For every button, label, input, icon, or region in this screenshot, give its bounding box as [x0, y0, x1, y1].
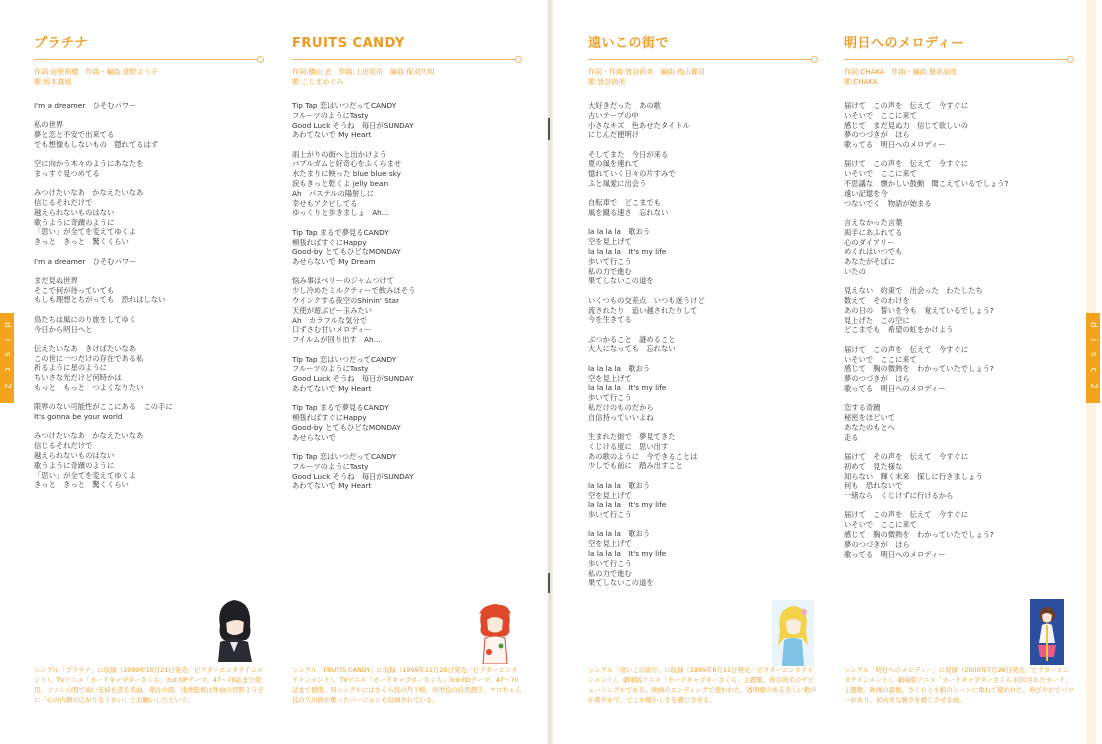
lyric-line: 大好きだった あの歌	[588, 101, 661, 110]
lyric-line: 歌ってる 明日へのメロディー	[844, 549, 946, 559]
song-column-platina	[34, 36, 264, 500]
lyric-stanza	[292, 276, 522, 345]
lyric-stanza	[588, 432, 818, 471]
lyric-line: 空を見上げて	[588, 237, 632, 247]
lyric-line: 心のダイアリー	[844, 237, 895, 247]
song-credits	[588, 67, 818, 87]
lyric-line: 伝えたいなあ きけばたいなあ	[34, 343, 137, 353]
lyric-line: Ah カラフルな気分で	[292, 315, 367, 325]
lyric-line: I'm a dreamer ひそむパワー	[34, 256, 137, 266]
disc-tab-left	[0, 313, 14, 403]
lyric-line: あわてないで My Heart	[292, 383, 372, 393]
lyric-stanza	[292, 403, 522, 442]
lyric-line: この世に一つだけの存在である私	[34, 353, 144, 363]
gutter-staple-top	[548, 118, 550, 140]
page-gutter	[546, 0, 554, 744]
lyric-line: 遠い記憶を今	[844, 188, 888, 198]
lyric-line: 空に向かう木々のようにあなたを	[34, 159, 144, 169]
song-caption: シングル「FRUITS CANDY」に収録（1999年11月20日発売／ビクターエンタテインメント）。TVアニメ「カードキャプターさくら」3rd EDテーマ。47〜70話まで使用。同シングルにはさくら役の丹下桜、知世役の岩男潤子、ケロちゃん役の久川綾が歌ったバージョンも収録されている。	[292, 666, 522, 704]
lyric-line: Good-by とてもひどなMONDAY	[292, 247, 401, 257]
lyric-line: 頬張ればすぐにHappy	[292, 237, 367, 247]
lyric-line: 空を見上げて	[588, 539, 632, 549]
lyric-line: でも想像もしないもの 隠れてるはず	[34, 139, 159, 149]
song-credits	[34, 67, 264, 87]
lyric-line: It's gonna be your world	[34, 412, 123, 422]
lyric-stanza	[292, 101, 522, 140]
lyric-stanza	[34, 101, 264, 111]
lyric-line: ちいさな光だけど何時かは	[34, 373, 122, 383]
lyric-line: どこまでも 希望の虹をかけよう	[844, 325, 954, 335]
lyric-line: ウインクする夜空のShinin' Star	[292, 296, 400, 306]
lyric-line: la la la la It's my life	[588, 548, 667, 558]
lyric-line: 小さなキズ 色あせたタイトル	[588, 120, 690, 130]
lyric-line: I'm a dreamer ひそむパワー	[34, 101, 137, 110]
lyric-line: 越えられないものはない	[34, 207, 115, 217]
lyric-line: あわてないで My Heart	[292, 130, 372, 140]
credit-line: 歌:皆谷尚美	[588, 78, 626, 86]
lyric-stanza	[844, 159, 1074, 208]
lyric-line: Tip Tap 恋はいつだってCANDY	[292, 354, 397, 364]
lyric-line: きっと きっと 驚くくらい	[34, 237, 129, 247]
credit-line: 歌:こじまめぐみ	[292, 78, 344, 86]
lyric-line: la la la la 歌おう	[588, 480, 651, 490]
gutter-staple-bottom	[548, 573, 550, 593]
lyric-line: Good Luck そうね 毎日がSUNDAY	[292, 471, 414, 481]
lyric-stanza	[34, 276, 264, 305]
lyric-stanza	[588, 198, 818, 218]
lyrics	[844, 101, 1074, 559]
credit-line: 作詞・作曲:皆谷尚美 編曲:鳥山雄司	[588, 68, 705, 76]
lyric-line: 悩み事はベリーのジャムつけて	[292, 276, 395, 286]
lyric-stanza	[588, 364, 818, 423]
lyric-line: 古いテープの中	[588, 110, 639, 120]
lyric-line: 流されたり 追い越されたりして	[588, 305, 698, 315]
lyric-line: あの歌のように 今できることは	[588, 451, 698, 461]
lyric-line: 「思い」が全てを変えてゆくよ	[34, 227, 137, 237]
lyric-stanza	[588, 481, 818, 520]
song-caption: シングル「明日へのメロディー」に収録（2000年7月26日発売／ビクターエンタテインメント）。劇場版アニメ「カードキャプターさくら 封印されたカード」主題歌。映画の最後、さくらと小狼のシーンに重ねて使われた。伸びやかでパワーがあり、初向きな強さを感じさせる曲。	[844, 666, 1074, 704]
lyric-line: 頬張ればすぐにHappy	[292, 413, 367, 423]
title-rule	[34, 55, 264, 63]
song-title: 遠いこの街で	[588, 36, 670, 51]
lyric-line: みつけたいなあ かなえたいなあ	[34, 188, 144, 198]
lyric-line: あなたのもとへ	[844, 422, 895, 432]
lyric-line: 水たまりに映った blue blue sky	[292, 169, 401, 179]
lyric-line: 天使が遊ぶビー玉みたい	[292, 305, 372, 315]
lyric-line: 涙もきっと乾くよ jelly bean	[292, 179, 389, 189]
lyric-line: そこで何が待っていても	[34, 285, 115, 295]
song-title: FRUITS CANDY	[292, 36, 405, 51]
lyric-line: 見えない 約束で 出会った わたしたち	[844, 286, 983, 296]
lyric-line: にじんだ便明け	[588, 130, 640, 140]
lyric-stanza	[34, 344, 264, 393]
credit-line: 作詞:横山 武 作曲:上田晃司 編曲:保刈久明	[292, 68, 435, 76]
lyric-line: 届けて この声を 伝えて 今すぐに	[844, 101, 969, 110]
lyric-stanza	[844, 452, 1074, 501]
lyric-line: フルーツのようにTasty	[292, 110, 369, 120]
lyric-line: フルーツのようにTasty	[292, 364, 369, 374]
lyric-stanza	[292, 355, 522, 394]
lyric-line: 鳥たちは風にのり旅をしてゆく	[34, 314, 137, 324]
lyric-line: 歩いて行こう	[588, 256, 632, 266]
lyric-line: いそいで ここに来て	[844, 169, 917, 179]
lyric-line: フルーツのようにTasty	[292, 461, 369, 471]
lyric-line: 何も 恐れないで	[844, 481, 903, 491]
lyric-line: あわてないで My Heart	[292, 481, 372, 491]
lyric-line: 知らない 輝く未来 探しに行きましょう	[844, 471, 983, 481]
lyric-stanza	[588, 296, 818, 325]
lyric-stanza	[844, 286, 1074, 335]
lyrics	[292, 101, 522, 491]
lyric-line: 両手にあふれてる	[844, 227, 903, 237]
lyric-line: 一緒なら くじけずに行けるから	[844, 491, 954, 501]
lyric-line: la la la la It's my life	[588, 500, 667, 510]
lyric-stanza	[844, 510, 1074, 559]
lyric-line: 私の力で進む	[588, 568, 632, 578]
lyric-stanza	[34, 402, 264, 422]
lyric-stanza	[34, 159, 264, 179]
lyric-line: la la la la It's my life	[588, 247, 667, 257]
lyric-line: 届けて この声を 伝えて 今すぐに	[844, 510, 969, 520]
lyric-stanza	[844, 345, 1074, 394]
lyric-line: あせらないで My Dream	[292, 257, 376, 267]
lyrics	[34, 101, 264, 490]
lyric-line: あせらないで	[292, 432, 336, 442]
lyric-line: Ah パステルの陽射しに	[292, 188, 375, 198]
lyric-line: 雨上がりの街へと出かけよう	[292, 149, 387, 159]
lyric-line: Good Luck そうね 毎日がSUNDAY	[292, 374, 414, 384]
lyric-line: いそいで ここに来て	[844, 110, 917, 120]
lyric-line: 今を生きてる	[588, 315, 632, 325]
lyric-line: la la la la 歌おう	[588, 227, 651, 237]
lyric-line: 越えられないものはない	[34, 451, 115, 461]
song-column-tooi-kono-machi-de	[588, 36, 818, 598]
lyric-line: la la la la It's my life	[588, 383, 667, 393]
lyric-line: la la la la 歌おう	[588, 363, 651, 373]
lyric-line: 空を見上げて	[588, 490, 632, 500]
lyric-line: フイルムが回り出す Ah…	[292, 335, 381, 345]
lyric-line: 歌うように奇蹟のように	[34, 217, 115, 227]
lyric-line: 夏の風を連れて	[588, 159, 640, 169]
lyric-line: 生まれた街で 夢見てきた	[588, 432, 676, 442]
lyric-line: 数えて そのわけを	[844, 296, 910, 306]
song-column-ashita-e-no-melody	[844, 36, 1074, 569]
lyric-line: 限界のない可能性がここにある この手に	[34, 402, 173, 412]
lyric-line: 不思議な 懐かしい鼓動 聞こえているでしょう?	[844, 179, 1009, 189]
lyric-stanza	[34, 120, 264, 149]
lyric-line: きっと きっと 驚くくらい	[34, 480, 129, 490]
disc-tab-label: d i s c 2	[1088, 322, 1098, 394]
lyric-line: つないでく 物語が始まる	[844, 198, 932, 208]
lyric-line: 私だけのものだから	[588, 402, 654, 412]
red-haired-character-illustration	[475, 600, 515, 664]
lyric-line: Good-by とてもひどなMONDAY	[292, 422, 401, 432]
lyric-stanza	[588, 227, 818, 286]
dark-haired-character-illustration	[212, 596, 256, 662]
lyric-line: 歩いて行こう	[588, 558, 632, 568]
lyric-stanza	[34, 431, 264, 490]
lyric-stanza	[844, 403, 1074, 442]
lyric-stanza	[34, 315, 264, 335]
lyric-line: 憶れていく日々の片すみで	[588, 169, 676, 179]
lyric-line: そしてまた 今日が来る	[588, 149, 669, 159]
lyric-line: 見上げた この空に	[844, 315, 910, 325]
lyric-line: いくつもの交差点 いつも迷うけど	[588, 295, 705, 305]
lyric-line: あの日の 誓いを今も 覚えているでしょう?	[844, 305, 994, 315]
lyric-line: 私の世界	[34, 120, 64, 130]
lyric-line: まだ見ぬ世界	[34, 275, 78, 285]
lyric-line: 風を蹴る速さ 忘れない	[588, 208, 669, 218]
lyric-stanza	[34, 257, 264, 267]
lyric-line: 少し冷めたミルクティーで飲みほそう	[292, 286, 416, 296]
credit-line: 歌:CHAKA	[844, 78, 878, 86]
lyric-line: 果てしないこの道を	[588, 578, 654, 588]
blonde-character-illustration	[772, 600, 814, 666]
lyric-line: 空を見上げて	[588, 373, 632, 383]
lyric-line: Good Luck そうね 毎日がSUNDAY	[292, 120, 414, 130]
lyric-line: 夢と恋と不安で出来てる	[34, 130, 115, 140]
lyric-line: 感じて 胸の微熱を わかっていたでしょう?	[844, 364, 994, 374]
lyric-line: 信じるそれだけで	[34, 198, 93, 208]
lyric-line: みつけたいなあ かなえたいなあ	[34, 431, 144, 441]
lyric-stanza	[588, 101, 818, 140]
credit-line: 作詞:岩里祐穂 作曲・編曲:菅野よう子	[34, 68, 158, 76]
lyric-line: ふと風愛に出会う	[588, 179, 647, 189]
lyric-line: くじける度に 思い出す	[588, 441, 669, 451]
lyric-stanza	[292, 228, 522, 267]
lyric-line: la la la la 歌おう	[588, 529, 651, 539]
lyric-line: 歩いて行こう	[588, 510, 632, 520]
song-caption: シングル「プラチナ」に収録（1999年10月21日発売／ビクターエンタテインメント）。TVアニメ「カードキャプターさくら」3rd OPテーマ。47〜70話まで使用。ファンの間で高い支持を誇る名曲。発注の際、浅香監督は作曲の菅野よう子に「心の内側の広がりを下さい」とお願いしたという。	[34, 666, 264, 704]
song-column-fruits-candy	[292, 36, 522, 501]
lyric-line: まっすぐ見つめてる	[34, 168, 100, 178]
lyric-line: 自転車で どこまでも	[588, 198, 661, 208]
lyric-stanza	[292, 452, 522, 491]
lyric-line: 口ずさむ甘いメロディー	[292, 325, 372, 335]
lyric-line: 祈るように星のように	[34, 363, 107, 373]
lyric-line: バブルガムと好奇心をふくらませ	[292, 159, 402, 169]
lyric-stanza	[588, 529, 818, 588]
lyric-line: 大人になっても 忘れない	[588, 344, 676, 354]
lyric-stanza	[588, 335, 818, 355]
lyric-line: 秘密をほどいて	[844, 413, 896, 423]
credit-line: 歌:坂本真綾	[34, 78, 72, 86]
lyric-line: めくれはいつでも	[844, 247, 903, 257]
song-title: 明日へのメロディー	[844, 36, 965, 51]
lyric-line: 届けて その声を 伝えて 今すぐに	[844, 451, 969, 461]
lyric-line: もっと もっと つよくなりたい	[34, 383, 144, 393]
disc-tab-right	[1086, 313, 1100, 403]
lyric-line: Tip Tap 恋はいつだってCANDY	[292, 101, 397, 110]
sakura-character-illustration	[1030, 599, 1064, 665]
lyric-line: 走る	[844, 432, 859, 442]
lyric-line: あなたがそばに	[844, 257, 896, 267]
lyric-stanza	[588, 150, 818, 189]
lyric-line: Tip Tap 恋はいつだってCANDY	[292, 451, 397, 461]
lyric-line: 自信持っていいよね	[588, 412, 654, 422]
disc-tab-label: d i s c 2	[2, 322, 12, 394]
title-rule	[292, 55, 522, 63]
lyric-stanza	[844, 218, 1074, 277]
lyric-line: 夢のつづきが ほら	[844, 374, 910, 384]
song-title: プラチナ	[34, 36, 89, 51]
lyric-line: 届けて この声を 伝えて 今すぐに	[844, 344, 969, 354]
lyric-line: 届けて この声を 伝えて 今すぐに	[844, 159, 969, 169]
lyric-line: 夢のつづきが ほら	[844, 539, 910, 549]
lyric-line: ぶつかること 謎めること	[588, 334, 676, 344]
lyric-line: 私の力で進む	[588, 266, 632, 276]
lyric-line: ゆっくりと歩きましょ Ah…	[292, 208, 390, 218]
lyric-line: 恋する奇蹟	[844, 403, 881, 413]
lyric-line: 歌うように奇蹟のように	[34, 460, 115, 470]
lyric-line: 歌ってる 明日へのメロディー	[844, 140, 946, 150]
lyric-stanza	[292, 150, 522, 219]
lyric-line: Tip Tap まるで夢見るCANDY	[292, 403, 389, 413]
lyric-line: 果てしないこの道を	[588, 276, 654, 286]
lyric-line: 初めて 見た様な	[844, 461, 903, 471]
lyric-line: いそいで ここに来て	[844, 520, 917, 530]
lyric-line: もしも理想とちがっても 恐れはしない	[34, 295, 166, 305]
lyric-line: 「思い」が全てを変えてゆくよ	[34, 470, 137, 480]
lyric-stanza	[34, 188, 264, 247]
lyric-line: Tip Tap まるで夢見るCANDY	[292, 227, 389, 237]
lyric-line: 夢のつづきが ほら	[844, 130, 910, 140]
song-credits	[292, 67, 522, 87]
lyric-line: 歌ってる 明日へのメロディー	[844, 383, 946, 393]
credit-line: 作詞:CHAKA 作曲・編曲:簡美訪哉	[844, 68, 957, 76]
lyric-line: 感じて 胸の微熱を わかっていたでしょう?	[844, 529, 994, 539]
lyric-line: 歩いて行こう	[588, 393, 632, 403]
lyric-line: 今日から明日へと	[34, 324, 93, 334]
title-rule	[588, 55, 818, 63]
song-credits	[844, 67, 1074, 87]
lyric-line: 信じるそれだけで	[34, 441, 93, 451]
lyric-line: 少しでも前に 踏み出すこと	[588, 461, 683, 471]
lyric-stanza	[844, 101, 1074, 150]
title-rule	[844, 55, 1074, 63]
lyric-line: 言えなかった言葉	[844, 217, 903, 227]
lyric-line: 感じて まだ見ぬ力 信じて欲しいの	[844, 120, 969, 130]
lyric-line: いそいで ここに来て	[844, 354, 917, 364]
song-caption: シングル「遠いこの街で」に収録（1999年8月11日発売／ビクターエンタテインメント）。劇場版アニメ「カードキャプターさくら」主題歌。皆谷尚美のデビューシングルである。映画のエンディングで使われた、透明感のある美しい歌声が爽やかで、どこか懐かしさを感じさせる。	[588, 666, 817, 704]
lyric-line: いたの	[844, 266, 866, 276]
lyric-line: 幸せもアクビしてる	[292, 198, 358, 208]
lyrics	[588, 101, 818, 588]
